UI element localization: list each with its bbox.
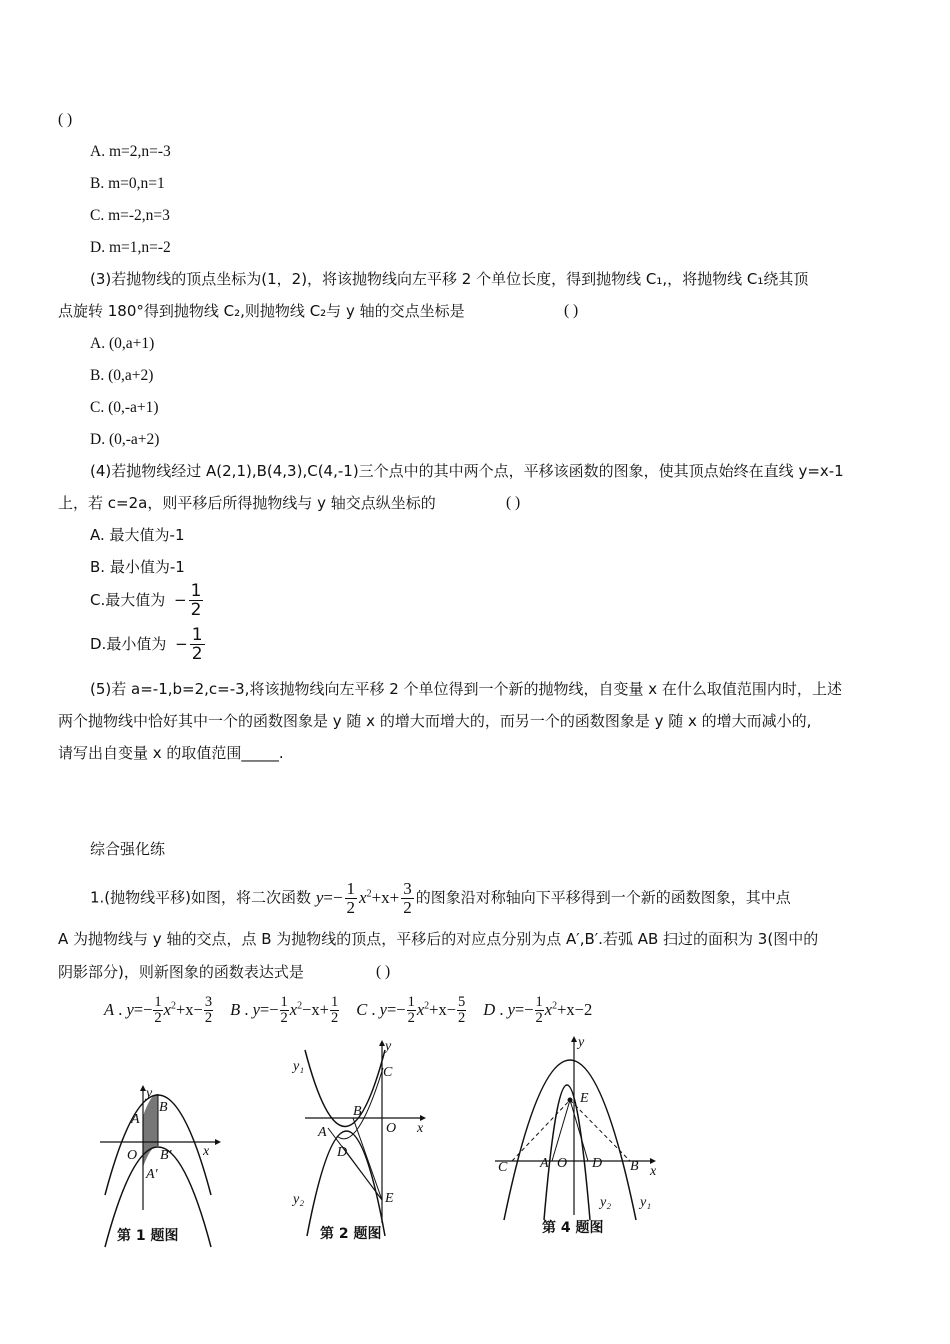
y-axis-arrow <box>571 1036 577 1042</box>
frac-numerator: 1 <box>331 994 339 1011</box>
q2-option-d: D. m=1,n=-2 <box>90 239 171 256</box>
frac-denominator: 2 <box>407 1010 415 1027</box>
figure-1 <box>95 1085 230 1255</box>
label-d: D <box>337 1145 348 1160</box>
figure-2-caption: 第 2 题图 <box>320 1226 382 1242</box>
label-x: x <box>417 1121 424 1136</box>
label-b: B <box>630 1159 639 1174</box>
figure-4 <box>490 1030 670 1250</box>
q4-option-d-label: D.最小值为 <box>90 635 167 653</box>
formula-y: y <box>315 887 324 907</box>
q5-text-line2: 两个抛物线中恰好其中一个的函数图象是 y 随 x 的增大而增大的，而另一个的函数图象是 y 随 x 的增大而减小的, <box>58 712 812 730</box>
q4-option-d-fraction <box>190 626 205 663</box>
choice-label: B <box>230 999 241 1019</box>
choice-label: D <box>483 999 496 1019</box>
label-a: A <box>131 1112 140 1127</box>
q2-option-a: A. m=2,n=-3 <box>90 143 171 160</box>
frac-denominator: 2 <box>190 600 202 620</box>
choice-mid: +x−2 <box>557 999 593 1019</box>
frac-numerator: 5 <box>458 994 466 1011</box>
p1-choices <box>104 986 608 1026</box>
q2-option-b: B. m=0,n=1 <box>90 175 165 192</box>
choice-frac1 <box>153 995 162 1026</box>
frac-numerator: 1 <box>154 994 162 1011</box>
frac-denominator: 2 <box>403 898 412 918</box>
frac-numerator: 3 <box>204 994 213 1011</box>
frac-denominator: 2 <box>535 1010 543 1027</box>
formula-frac1 <box>345 880 358 917</box>
segment-a-e <box>328 1128 382 1200</box>
choice-frac1 <box>280 995 289 1026</box>
section-title: 综合强化练 <box>90 840 166 858</box>
frac-numerator: 1 <box>190 581 202 601</box>
choice-frac1 <box>407 995 416 1026</box>
frac-denominator: 2 <box>204 1010 213 1027</box>
q3-text-line1: (3)若抛物线的顶点坐标为(1，2)，将该抛物线向左平移 2 个单位长度，得到抛物线 C₁,，将抛物线 C₁绕其顶 <box>90 270 809 288</box>
label-c: C <box>498 1160 508 1175</box>
q2-option-c: C. m=-2,n=3 <box>90 207 170 224</box>
formula-eq: =− <box>323 887 343 907</box>
p1-text-line3: 阴影部分)，则新图象的函数表达式是 <box>58 963 304 981</box>
label-y: y <box>146 1086 153 1101</box>
choice-mid: +x− <box>429 999 457 1019</box>
choice-frac1 <box>535 995 544 1026</box>
label-y1: y₁ <box>640 1195 652 1210</box>
q5-text-line1: (5)若 a=-1,b=2,c=-3,将该抛物线向左平移 2 个单位得到一个新的抛物线，自变量 x 在什么取值范围内时，上述 <box>90 680 842 698</box>
frac-numerator: 1 <box>191 625 203 645</box>
q4-option-a: A. 最大值为-1 <box>90 526 185 544</box>
label-o: O <box>386 1121 397 1136</box>
frac-numerator: 1 <box>407 994 415 1011</box>
q5-text-line3: 请写出自变量 x 的取值范围_____. <box>58 744 284 762</box>
formula-frac2 <box>401 880 414 917</box>
choice-frac2 <box>330 995 339 1026</box>
frac-denominator: 2 <box>458 1010 466 1027</box>
choice-label: C <box>356 999 368 1019</box>
label-y: y <box>385 1039 392 1054</box>
q4-option-c-label: C.最大值为 <box>90 591 166 609</box>
choice-mid: −x+ <box>302 999 329 1019</box>
p1-choice-c: C . y=− $\frac{1}{2}$ $x^2+x-$ $\frac{5}{2}$ <box>356 994 466 1027</box>
frac-denominator: 2 <box>280 1010 288 1027</box>
choice-label: A <box>104 999 115 1019</box>
q4-option-b: B. 最小值为-1 <box>90 558 185 576</box>
choice-frac2 <box>204 995 213 1026</box>
q4-option-c-sign: − <box>174 591 187 609</box>
label-a-prime: A′ <box>146 1167 158 1182</box>
choice-frac2 <box>457 995 466 1026</box>
frac-numerator: 1 <box>346 879 356 899</box>
label-y: y <box>578 1035 585 1050</box>
figure-1-caption: 第 1 题图 <box>117 1228 179 1244</box>
frac-denominator: 2 <box>331 1010 339 1027</box>
label-a: A <box>540 1156 549 1171</box>
formula-x: x <box>359 887 367 907</box>
frac-numerator: 3 <box>403 879 412 899</box>
p1-choice-b: B . y=− $\frac{1}{2}$ $x^2-x+$ $\frac{1}{2}$ <box>230 994 339 1027</box>
label-o: O <box>557 1156 568 1171</box>
q4-text-line1: (4)若抛物线经过 A(2,1),B(4,3),C(4,-1)三个点中的其中两个点，平移该函数的图象，使其顶点始终在直线 y=x-1 <box>90 462 844 480</box>
q3-answer-bracket: ( ) <box>564 302 579 319</box>
label-e: E <box>580 1091 589 1106</box>
p1-answer-bracket: ( ) <box>376 963 391 980</box>
q4-option-c-fraction <box>189 582 204 619</box>
point-e <box>568 1098 573 1103</box>
q2-answer-bracket: ( ) <box>58 111 73 128</box>
frac-denominator: 2 <box>346 898 356 918</box>
segment-b-e <box>353 1118 382 1200</box>
label-b-prime: B′ <box>160 1148 172 1163</box>
p1-text-line1 <box>90 872 791 916</box>
label-b: B <box>159 1100 168 1115</box>
q3-option-d: D. (0,-a+2) <box>90 431 160 448</box>
label-y2: y₂ <box>600 1195 612 1210</box>
q3-option-c: C. (0,-a+1) <box>90 399 159 416</box>
label-o: O <box>127 1148 138 1163</box>
q4-answer-bracket: ( ) <box>506 494 521 511</box>
label-a: A <box>318 1125 327 1140</box>
q4-option-d <box>90 624 207 664</box>
label-y1: y₁ <box>293 1059 305 1074</box>
figure-2 <box>285 1038 435 1253</box>
q4-option-d-sign: − <box>175 635 188 653</box>
p1-text-line2: A 为抛物线与 y 轴的交点，点 B 为抛物线的顶点，平移后的对应点分别为点 A′,B′.若弧 AB 扫过的面积为 3(图中的 <box>58 930 819 948</box>
parabola-y1 <box>504 1060 636 1220</box>
p1-prefix: 1.(抛物线平移)如图，将二次函数 <box>90 888 312 907</box>
segment-e-d <box>570 1100 588 1161</box>
frac-numerator: 1 <box>280 994 288 1011</box>
label-x: x <box>650 1164 657 1179</box>
parabola-y1 <box>305 1050 385 1127</box>
frac-denominator: 2 <box>191 644 203 664</box>
p1-formula <box>315 879 416 918</box>
figure-4-caption: 第 4 题图 <box>542 1220 604 1236</box>
formula-mid: +x+ <box>371 887 400 907</box>
frac-denominator: 2 <box>154 1010 162 1027</box>
x-axis-arrow <box>215 1139 221 1145</box>
p1-suffix: 的图象沿对称轴向下平移得到一个新的函数图象，其中点 <box>415 888 791 907</box>
label-c: C <box>383 1065 393 1080</box>
q3-text-line2: 点旋转 180°得到抛物线 C₂,则抛物线 C₂与 y 轴的交点坐标是 <box>58 302 465 320</box>
label-e: E <box>385 1191 394 1206</box>
q3-option-a: A. (0,a+1) <box>90 335 155 352</box>
p1-choice-a: A . y=− $\frac{1}{2}$ $x^2+x-$ $\frac{3}{2}$ <box>104 994 213 1027</box>
frac-numerator: 1 <box>535 994 543 1011</box>
shaded-region <box>143 1094 158 1167</box>
q4-option-c <box>90 580 205 620</box>
label-d: D <box>592 1156 603 1171</box>
label-y2: y₂ <box>293 1192 305 1207</box>
formula-square: 2 <box>366 888 372 899</box>
choice-mid: +x− <box>176 999 203 1019</box>
p1-choice-d: D . y=− $\frac{1}{2}$ $x^2+x-2$ <box>483 994 593 1027</box>
label-x: x <box>203 1144 210 1159</box>
q3-option-b: B. (0,a+2) <box>90 367 154 384</box>
label-b: B <box>353 1104 362 1119</box>
q4-text-line2: 上，若 c=2a，则平移后所得抛物线与 y 轴交点纵坐标的 <box>58 494 436 512</box>
